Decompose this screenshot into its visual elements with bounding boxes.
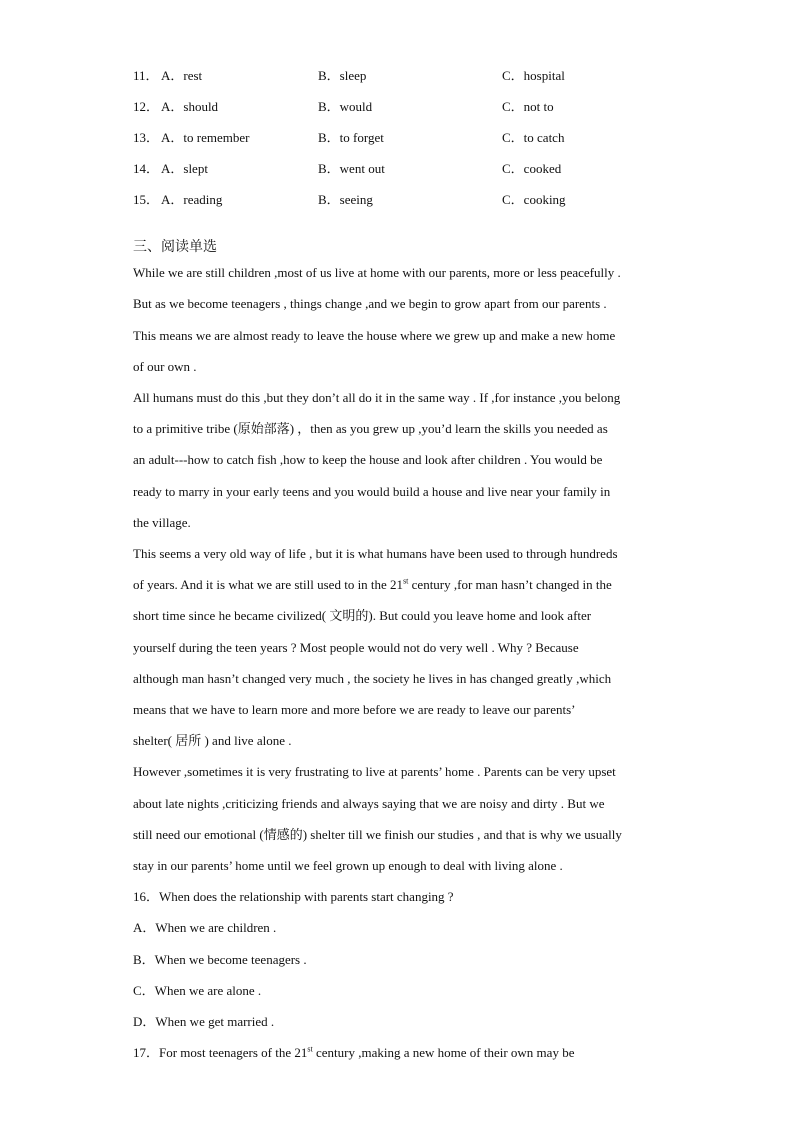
question-number: 13． (133, 130, 160, 145)
question-16-option-b[interactable]: B．When we become teenagers . (133, 952, 307, 967)
passage-line: although man hasn’t changed very much , the society he lives in has changed greatly ,which (133, 671, 612, 686)
option-a: A．to remember (161, 130, 250, 145)
passage-line: This seems a very old way of life , but it is what humans have been used to through hundreds (133, 546, 618, 561)
passage-line: means that we have to learn more and more before we are ready to leave our parents’ (133, 702, 576, 717)
ordinal-suffix: st (307, 1044, 313, 1054)
passage-line: However ,sometimes it is very frustrating to live at parents’ home . Parents can be very upset (133, 764, 616, 779)
passage-line-21st (133, 575, 673, 595)
option-b: B．to forget (318, 130, 384, 145)
option-c: C．cooking (502, 192, 566, 207)
option-a: A．slept (161, 161, 208, 176)
passage-line: ready to marry in your early teens and you would build a house and live near your family in (133, 484, 611, 499)
passage-line: an adult---how to catch fish ,how to keep the house and look after children . You would be (133, 452, 603, 467)
passage-line: While we are still children ,most of us live at home with our parents, more or less peacefully . (133, 265, 621, 280)
passage-line: about late nights ,criticizing friends and always saying that we are noisy and dirty . But we (133, 796, 605, 811)
passage-line: still need our emotional (情感的) shelter till we finish our studies , and that is why we usually (133, 827, 622, 842)
option-b: B．went out (318, 161, 385, 176)
passage-line: But as we become teenagers , things change ,and we begin to grow apart from our parents . (133, 296, 607, 311)
question-number: 11． (133, 68, 159, 83)
question-17-stem (133, 1043, 574, 1063)
option-b: B．seeing (318, 192, 373, 207)
question-16-option-c[interactable]: C．When we are alone . (133, 983, 262, 998)
ordinal-suffix: st (403, 576, 409, 586)
question-16-stem: 16．When does the relationship with parents start changing ? (133, 889, 454, 904)
question-16-option-d[interactable]: D．When we get married . (133, 1014, 275, 1029)
option-a: A．reading (161, 192, 223, 207)
option-b: B．sleep (318, 68, 367, 83)
passage-line: This means we are almost ready to leave the house where we grew up and make a new home (133, 328, 616, 343)
passage-text: of years. And it is what we are still used to in the 21 (133, 577, 404, 592)
question-number: 12． (133, 99, 160, 114)
section-title: 三、阅读单选 (133, 239, 217, 255)
passage-text: century ,for man hasn’t changed in the (408, 577, 612, 592)
passage-line: shelter( 居所 ) and live alone . (133, 733, 292, 748)
option-c: C．cooked (502, 161, 562, 176)
question-text: 17．For most teenagers of the 21 (133, 1045, 308, 1060)
passage-line: stay in our parents’ home until we feel grown up enough to deal with living alone . (133, 858, 563, 873)
option-a: A．should (161, 99, 219, 114)
passage-line: the village. (133, 515, 191, 530)
passage-line: short time since he became civilized( 文明的). But could you leave home and look after (133, 608, 592, 623)
option-c: C．not to (502, 99, 554, 114)
option-c: C．hospital (502, 68, 565, 83)
passage-line: to a primitive tribe (原始部落) ，then as you grew up ,you’d learn the skills you needed as (133, 421, 608, 436)
question-text: century ,making a new home of their own may be (312, 1045, 575, 1060)
passage-line: yourself during the teen years ? Most people would not do very well . Why ? Because (133, 640, 579, 655)
option-a: A．rest (161, 68, 203, 83)
option-b: B．would (318, 99, 373, 114)
passage-line: of our own . (133, 359, 197, 374)
question-number: 15． (133, 192, 160, 207)
question-16-option-a[interactable]: A．When we are children . (133, 920, 277, 935)
option-c: C．to catch (502, 130, 565, 145)
question-number: 14． (133, 161, 160, 176)
passage-line: All humans must do this ,but they don’t all do it in the same way . If ,for instance ,you belong (133, 390, 621, 405)
